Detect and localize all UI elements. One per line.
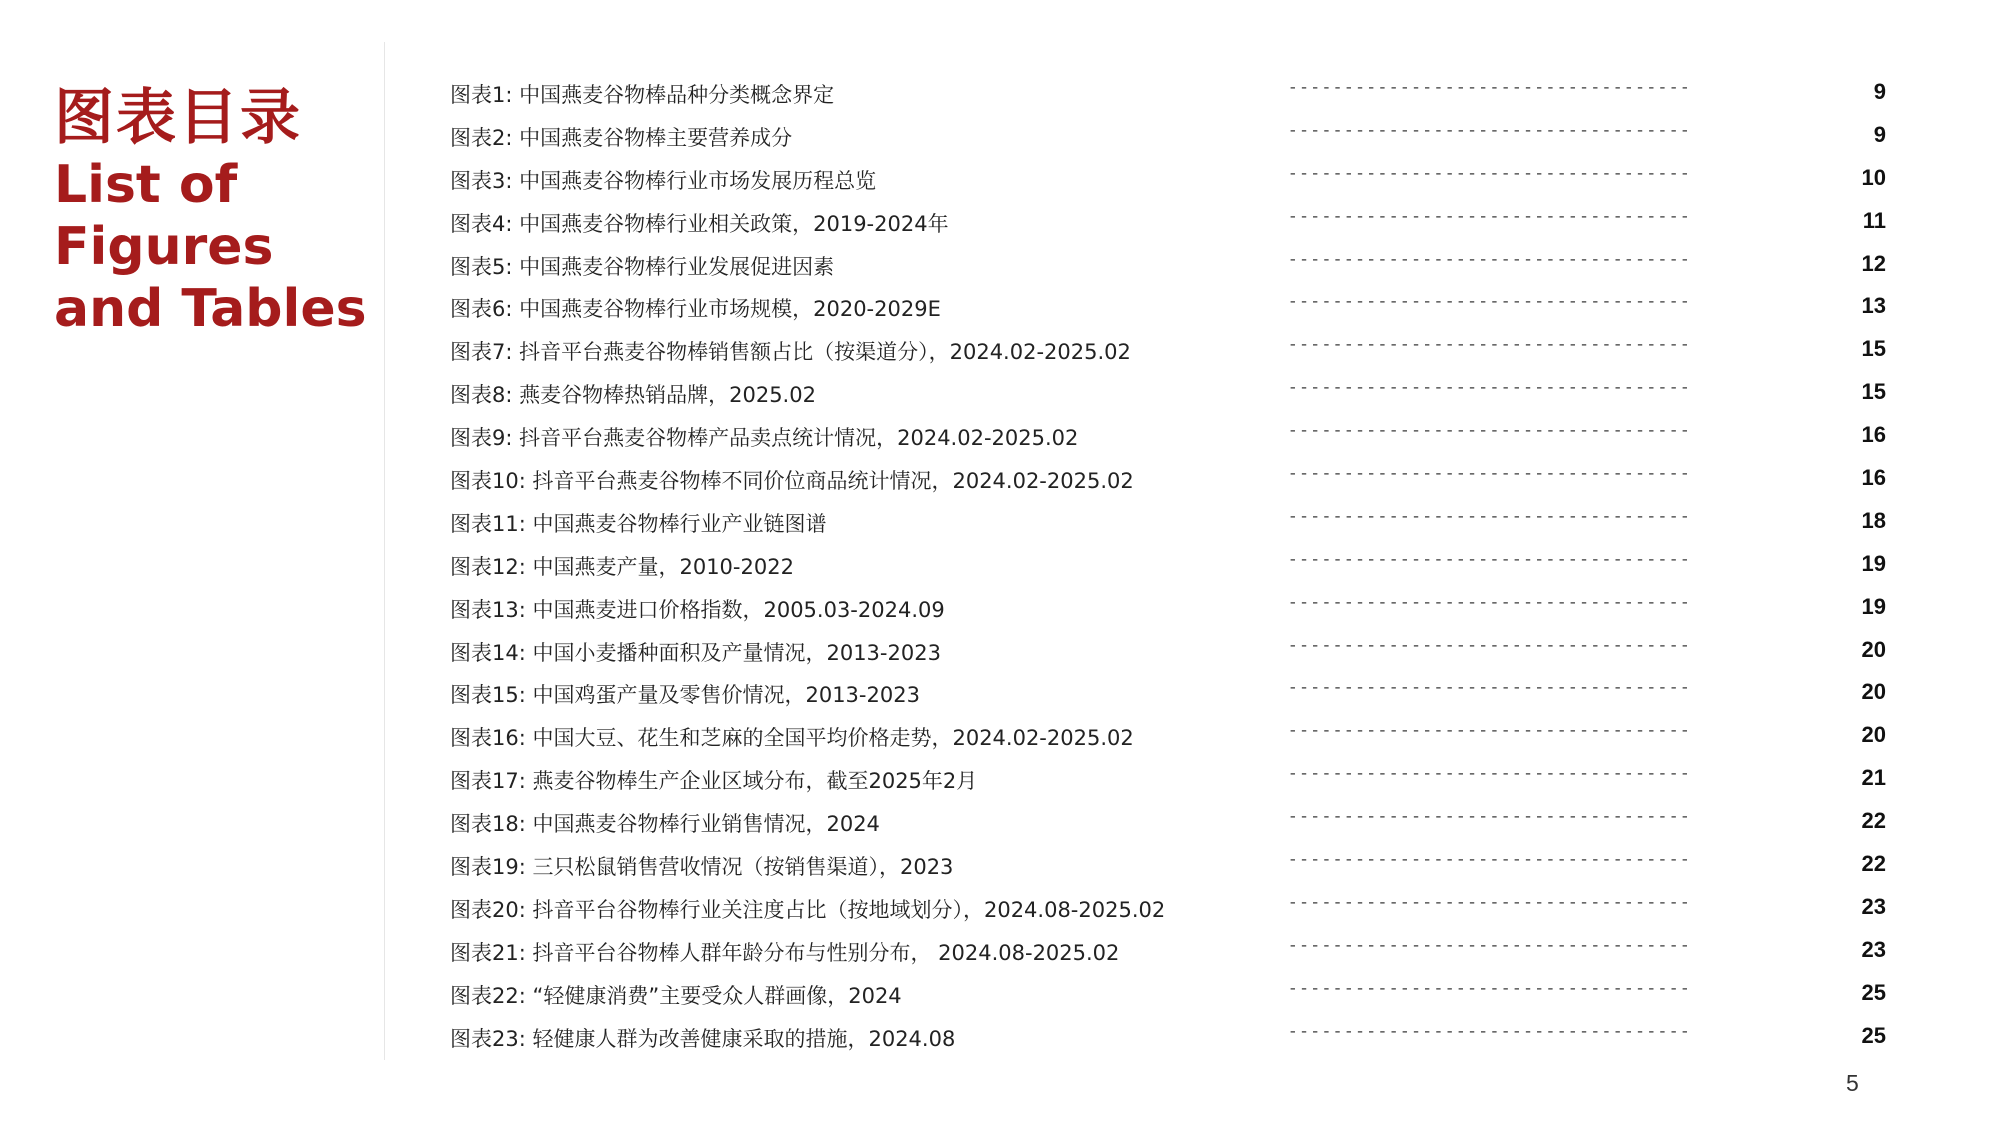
toc-entry-page[interactable]: 10 xyxy=(1861,164,1886,190)
toc-leader-dashes: ------------------------------------ xyxy=(1288,336,1692,355)
toc-entry-page[interactable]: 21 xyxy=(1861,765,1886,791)
toc-leader-dashes: ------------------------------------ xyxy=(1288,936,1692,955)
toc-leader-dashes: ------------------------------------ xyxy=(1288,765,1692,784)
toc-entry-label[interactable]: 图表17: 燕麦谷物棒生产企业区域分布，截至2025年2月 xyxy=(450,769,978,794)
toc-entry[interactable] xyxy=(450,114,1940,157)
toc-entry[interactable] xyxy=(450,629,1940,672)
toc-leader-dashes: ------------------------------------ xyxy=(1288,379,1692,398)
toc-entry-page[interactable]: 13 xyxy=(1861,293,1886,319)
toc-entry-page[interactable]: 18 xyxy=(1861,507,1886,533)
toc-entry-page[interactable]: 23 xyxy=(1861,936,1886,962)
toc-entry-page[interactable]: 20 xyxy=(1861,636,1886,662)
toc-entry[interactable] xyxy=(450,843,1940,886)
toc-entry-label[interactable]: 图表11: 中国燕麦谷物棒行业产业链图谱 xyxy=(450,511,827,536)
toc-entry-page[interactable]: 16 xyxy=(1861,465,1886,491)
toc-leader-dashes: ------------------------------------ xyxy=(1288,636,1692,655)
toc-leader-dashes: ------------------------------------ xyxy=(1288,121,1692,140)
toc-entry[interactable] xyxy=(450,285,1940,328)
toc-leader-dashes: ------------------------------------ xyxy=(1288,808,1692,827)
page-number: 5 xyxy=(1846,1070,1859,1096)
toc-entry-page[interactable]: 15 xyxy=(1861,336,1886,362)
toc-entry-page[interactable]: 25 xyxy=(1861,979,1886,1005)
toc-entry[interactable] xyxy=(450,200,1940,243)
toc-leader-dashes: ------------------------------------ xyxy=(1288,550,1692,569)
section-title xyxy=(54,82,374,340)
toc-leader-dashes: ------------------------------------ xyxy=(1288,207,1692,226)
vertical-divider xyxy=(384,42,385,1060)
toc-entry-page[interactable]: 22 xyxy=(1861,851,1886,877)
toc-entry-label[interactable]: 图表16: 中国大豆、花生和芝麻的全国平均价格走势，2024.02-2025.02 xyxy=(450,726,1134,751)
toc-entry[interactable] xyxy=(450,157,1940,200)
toc-leader-dashes: ------------------------------------ xyxy=(1288,593,1692,612)
toc-entry-label[interactable]: 图表2: 中国燕麦谷物棒主要营养成分 xyxy=(450,125,793,150)
toc-entry-label[interactable]: 图表9: 抖音平台燕麦谷物棒产品卖点统计情况，2024.02-2025.02 xyxy=(450,426,1079,451)
toc-entry[interactable] xyxy=(450,972,1940,1015)
toc-entry[interactable] xyxy=(450,543,1940,586)
toc-entry-page[interactable]: 19 xyxy=(1861,593,1886,619)
toc-leader-dashes: ------------------------------------ xyxy=(1288,164,1692,183)
toc-leader-dashes: ------------------------------------ xyxy=(1288,851,1692,870)
toc-entry-label[interactable]: 图表3: 中国燕麦谷物棒行业市场发展历程总览 xyxy=(450,168,877,193)
figure-list xyxy=(450,71,1940,1057)
toc-entry-label[interactable]: 图表7: 抖音平台燕麦谷物棒销售额占比（按渠道分），2024.02-2025.02 xyxy=(450,340,1131,365)
toc-entry-label[interactable]: 图表6: 中国燕麦谷物棒行业市场规模，2020-2029E xyxy=(450,297,941,322)
toc-leader-dashes: ------------------------------------ xyxy=(1288,465,1692,484)
toc-entry[interactable] xyxy=(450,243,1940,286)
toc-entry-label[interactable]: 图表1: 中国燕麦谷物棒品种分类概念界定 xyxy=(450,83,835,107)
toc-entry-page[interactable]: 11 xyxy=(1862,207,1886,233)
toc-entry-page[interactable]: 19 xyxy=(1861,550,1886,576)
toc-entry-label[interactable]: 图表8: 燕麦谷物棒热销品牌，2025.02 xyxy=(450,383,816,408)
toc-entry[interactable] xyxy=(450,929,1940,972)
toc-leader-dashes: ------------------------------------ xyxy=(1288,250,1692,269)
toc-entry-page[interactable]: 23 xyxy=(1861,893,1886,919)
toc-entry[interactable] xyxy=(450,414,1940,457)
toc-entry-label[interactable]: 图表5: 中国燕麦谷物棒行业发展促进因素 xyxy=(450,254,835,279)
toc-entry-label[interactable]: 图表14: 中国小麦播种面积及产量情况，2013-2023 xyxy=(450,640,941,665)
toc-entry[interactable] xyxy=(450,586,1940,629)
toc-entry-label[interactable]: 图表15: 中国鸡蛋产量及零售价情况，2013-2023 xyxy=(450,683,920,708)
toc-entry-label[interactable]: 图表10: 抖音平台燕麦谷物棒不同价位商品统计情况，2024.02-2025.02 xyxy=(450,469,1134,494)
toc-entry-label[interactable]: 图表12: 中国燕麦产量，2010-2022 xyxy=(450,554,794,579)
toc-entry-page[interactable]: 9 xyxy=(1873,79,1886,104)
title-chinese: 图表目录 xyxy=(54,83,302,153)
toc-entry-label[interactable]: 图表18: 中国燕麦谷物棒行业销售情况，2024 xyxy=(450,812,880,837)
title-english-line-1: List of xyxy=(54,155,238,215)
toc-entry[interactable] xyxy=(450,371,1940,414)
toc-leader-dashes: ------------------------------------ xyxy=(1288,1022,1692,1041)
toc-leader-dashes: ------------------------------------ xyxy=(1288,893,1692,912)
toc-leader-dashes: ------------------------------------ xyxy=(1288,79,1692,97)
toc-entry[interactable] xyxy=(450,1015,1940,1058)
toc-entry[interactable] xyxy=(450,500,1940,543)
toc-leader-dashes: ------------------------------------ xyxy=(1288,422,1692,441)
toc-entry-page[interactable]: 20 xyxy=(1861,679,1886,705)
toc-entry-page[interactable]: 16 xyxy=(1861,422,1886,448)
toc-leader-dashes: ------------------------------------ xyxy=(1288,722,1692,741)
toc-entry-label[interactable]: 图表21: 抖音平台谷物棒人群年龄分布与性别分布， 2024.08-2025.02 xyxy=(450,940,1120,965)
toc-leader-dashes: ------------------------------------ xyxy=(1288,293,1692,312)
toc-entry[interactable] xyxy=(450,714,1940,757)
toc-entry-label[interactable]: 图表20: 抖音平台谷物棒行业关注度占比（按地域划分），2024.08-2025.02 xyxy=(450,897,1166,922)
toc-entry-page[interactable]: 9 xyxy=(1873,121,1886,147)
toc-entry-label[interactable]: 图表23: 轻健康人群为改善健康采取的措施，2024.08 xyxy=(450,1026,956,1051)
toc-leader-dashes: ------------------------------------ xyxy=(1288,979,1692,998)
toc-leader-dashes: ------------------------------------ xyxy=(1288,679,1692,698)
toc-entry[interactable] xyxy=(450,886,1940,929)
toc-entry[interactable] xyxy=(450,71,1940,114)
toc-entry[interactable] xyxy=(450,671,1940,714)
toc-entry-page[interactable]: 20 xyxy=(1861,722,1886,748)
toc-entry-page[interactable]: 12 xyxy=(1861,250,1886,276)
toc-entry[interactable] xyxy=(450,457,1940,500)
toc-entry-label[interactable]: 图表19: 三只松鼠销售营收情况（按销售渠道），2023 xyxy=(450,855,954,880)
toc-entry-label[interactable]: 图表4: 中国燕麦谷物棒行业相关政策，2019-2024年 xyxy=(450,211,949,236)
toc-entry[interactable] xyxy=(450,800,1940,843)
toc-entry-page[interactable]: 25 xyxy=(1861,1022,1886,1048)
title-english-line-2: Figures xyxy=(54,217,274,277)
toc-entry-page[interactable]: 15 xyxy=(1861,379,1886,405)
toc-entry[interactable] xyxy=(450,328,1940,371)
toc-entry[interactable] xyxy=(450,757,1940,800)
toc-leader-dashes: ------------------------------------ xyxy=(1288,507,1692,526)
toc-entry-page[interactable]: 22 xyxy=(1861,808,1886,834)
title-english-line-3: and Tables xyxy=(54,279,367,339)
toc-entry-label[interactable]: 图表22: “轻健康消费”主要受众人群画像，2024 xyxy=(450,983,902,1008)
toc-entry-label[interactable]: 图表13: 中国燕麦进口价格指数，2005.03-2024.09 xyxy=(450,597,945,622)
